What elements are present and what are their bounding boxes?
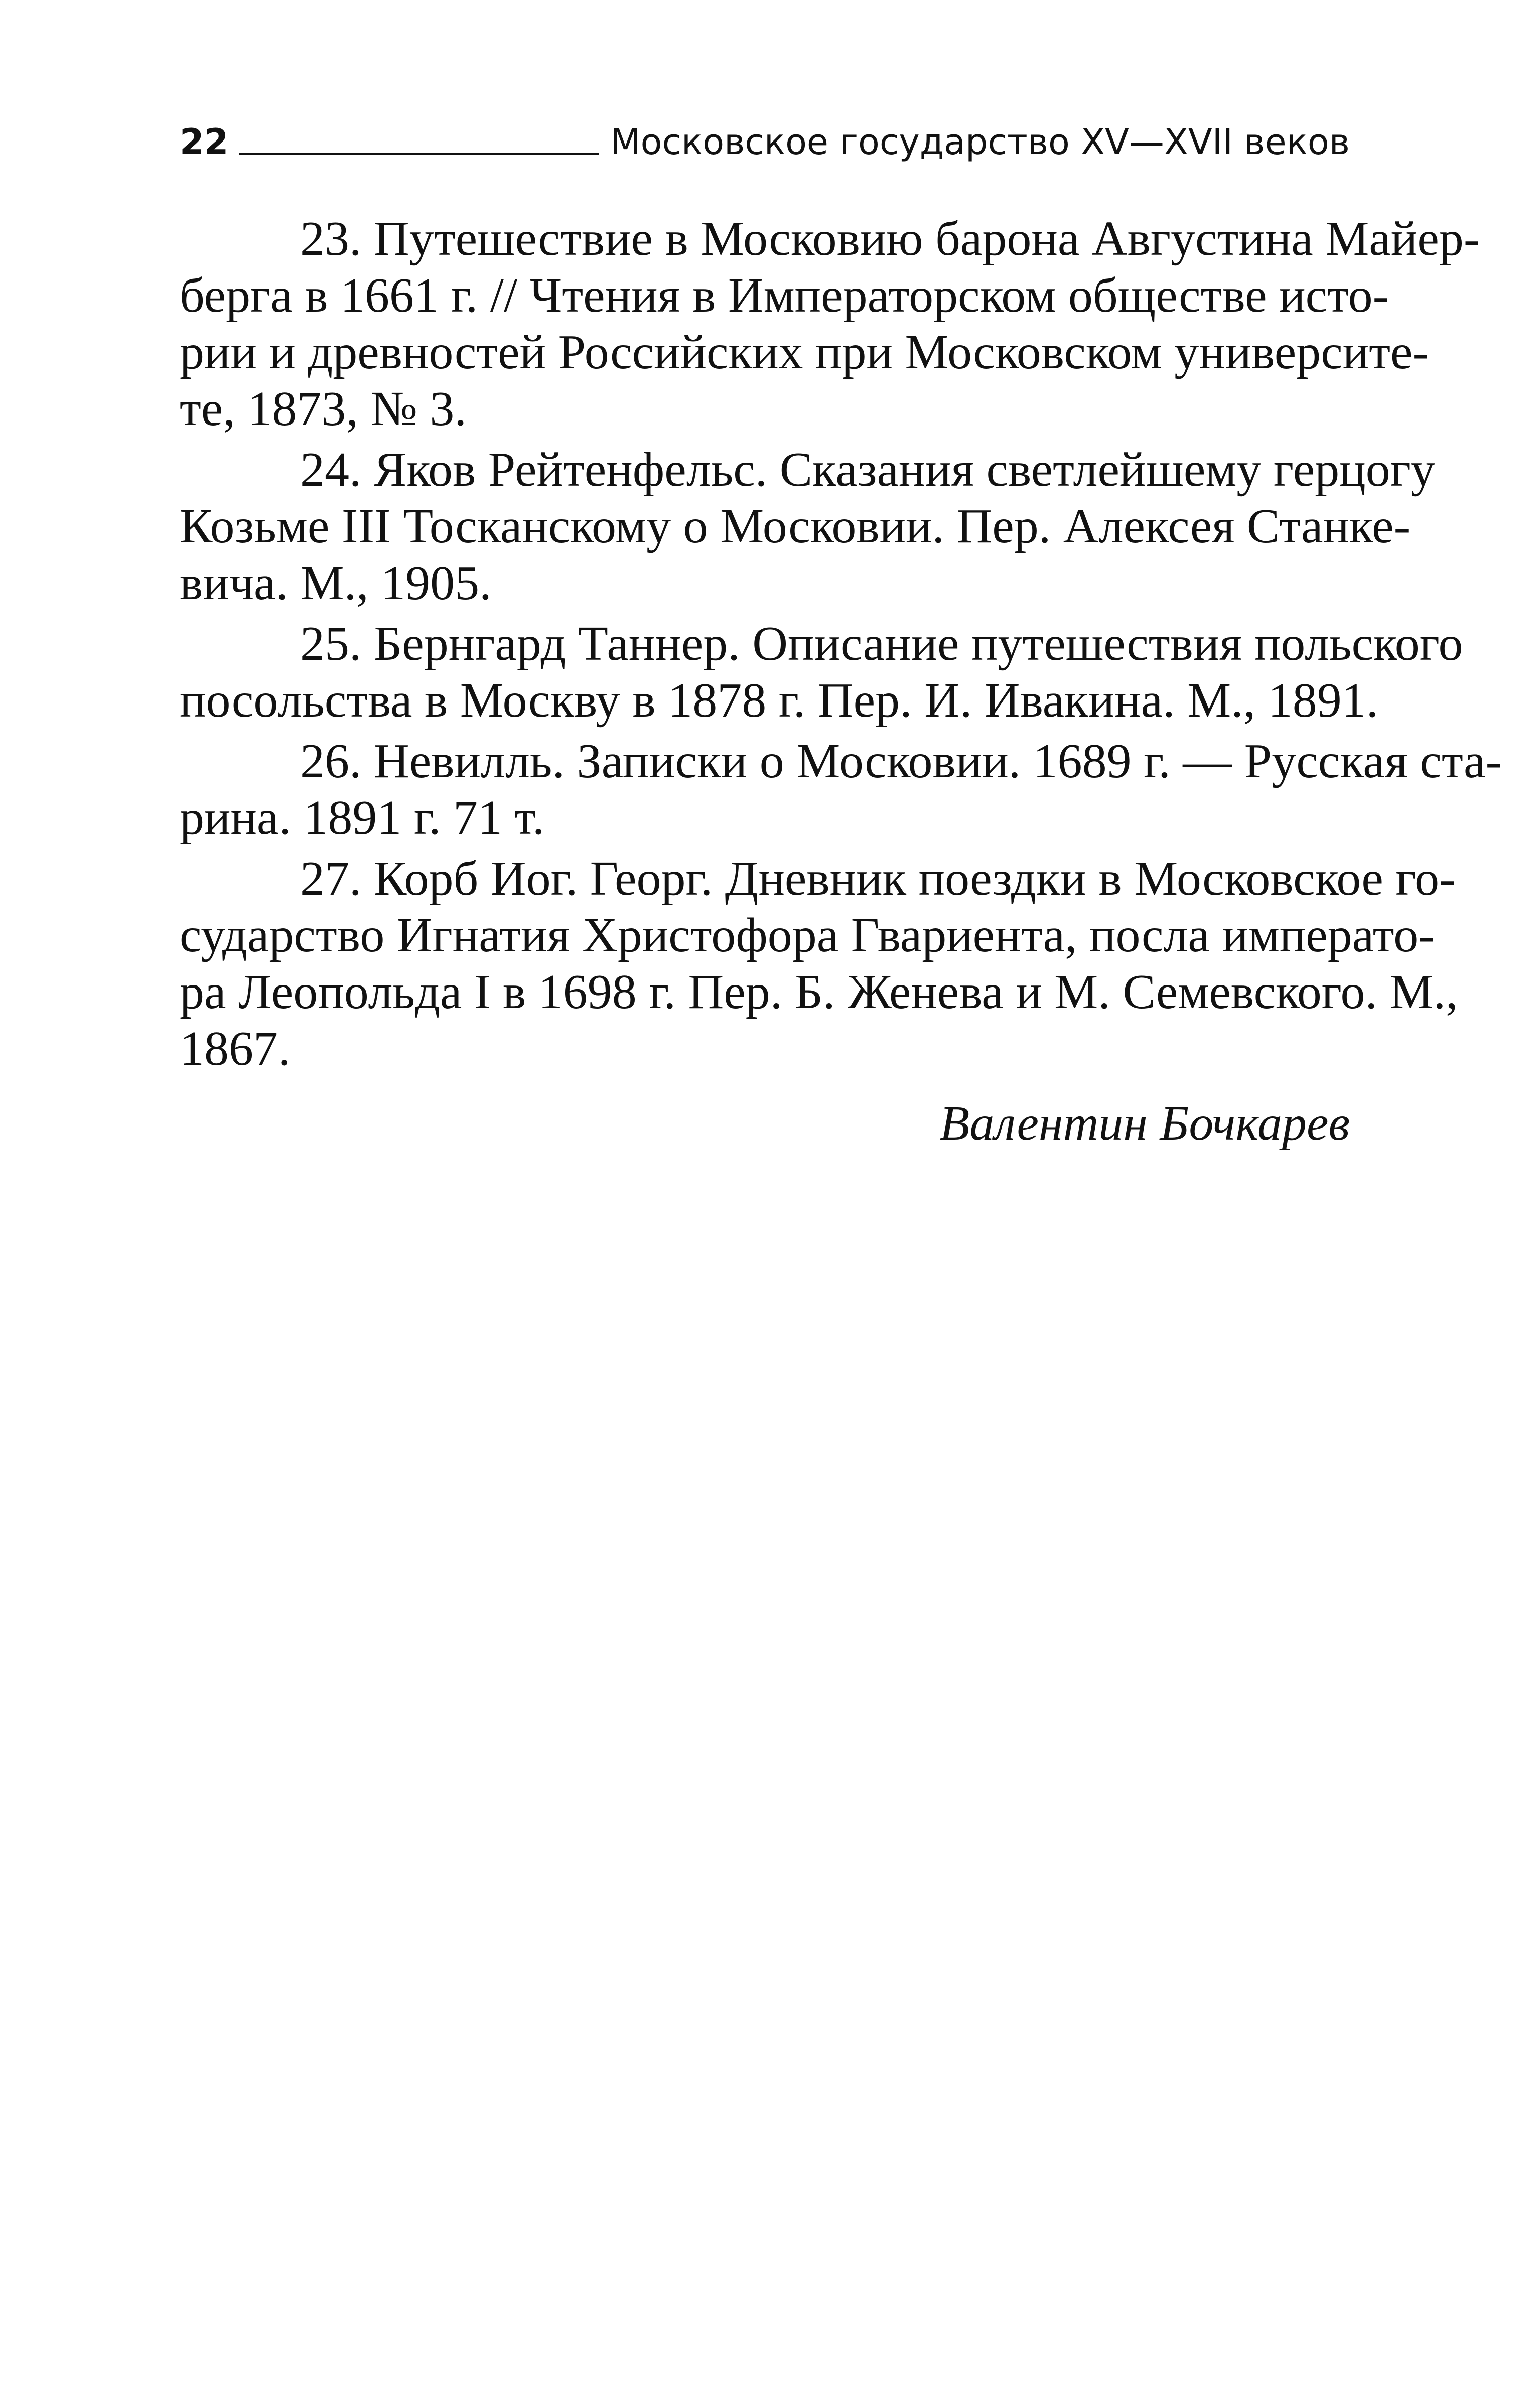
reference-entry-24: [180, 442, 1435, 612]
reference-entry-26: [180, 733, 1502, 847]
reference-line: 24. Яков Рейтенфельс. Сказания светлейшему герцогу: [300, 443, 1435, 497]
reference-line: 26. Невилль. Записки о Московии. 1689 г. — Русская ста-: [300, 734, 1502, 788]
reference-line: 23. Путешествие в Московию барона Августина Майер-: [300, 212, 1480, 266]
running-header: [180, 114, 1350, 163]
reference-line: ра Леопольда I в 1698 г. Пер. Б. Женева и М. Семевского. М.,: [180, 965, 1458, 1019]
reference-line: 1867.: [180, 1022, 291, 1076]
author-signature: Валентин Бочкарев: [939, 1096, 1350, 1151]
reference-line: сударство Игнатия Христофора Гвариента, посла императо-: [180, 908, 1435, 962]
reference-line: те, 1873, № 3.: [180, 382, 467, 436]
page-number: 22: [180, 121, 229, 163]
reference-line: рина. 1891 г. 71 т.: [180, 791, 545, 845]
reference-entry-27: [180, 851, 1458, 1077]
reference-line: рии и древностей Российских при Московском университе-: [180, 325, 1429, 379]
header-rule: [239, 153, 599, 155]
reference-line: 25. Бернгард Таннер. Описание путешествия польского: [300, 617, 1463, 671]
references-section: [180, 211, 1502, 1152]
reference-line: 27. Корб Иог. Георг. Дневник поездки в Московское го-: [300, 852, 1456, 906]
reference-line: посольства в Москву в 1878 г. Пер. И. Ивакина. М., 1891.: [180, 673, 1379, 728]
reference-entry-25: [180, 616, 1463, 729]
reference-line: берга в 1661 г. // Чтения в Императорском обществе исто-: [180, 268, 1389, 323]
reference-line: Козьме III Тосканскому о Московии. Пер. Алексея Станке-: [180, 499, 1411, 553]
running-title: Московское государство XV—XVII веков: [610, 121, 1350, 163]
reference-line: вича. М., 1905.: [180, 556, 492, 610]
reference-entry-23: [180, 211, 1480, 438]
